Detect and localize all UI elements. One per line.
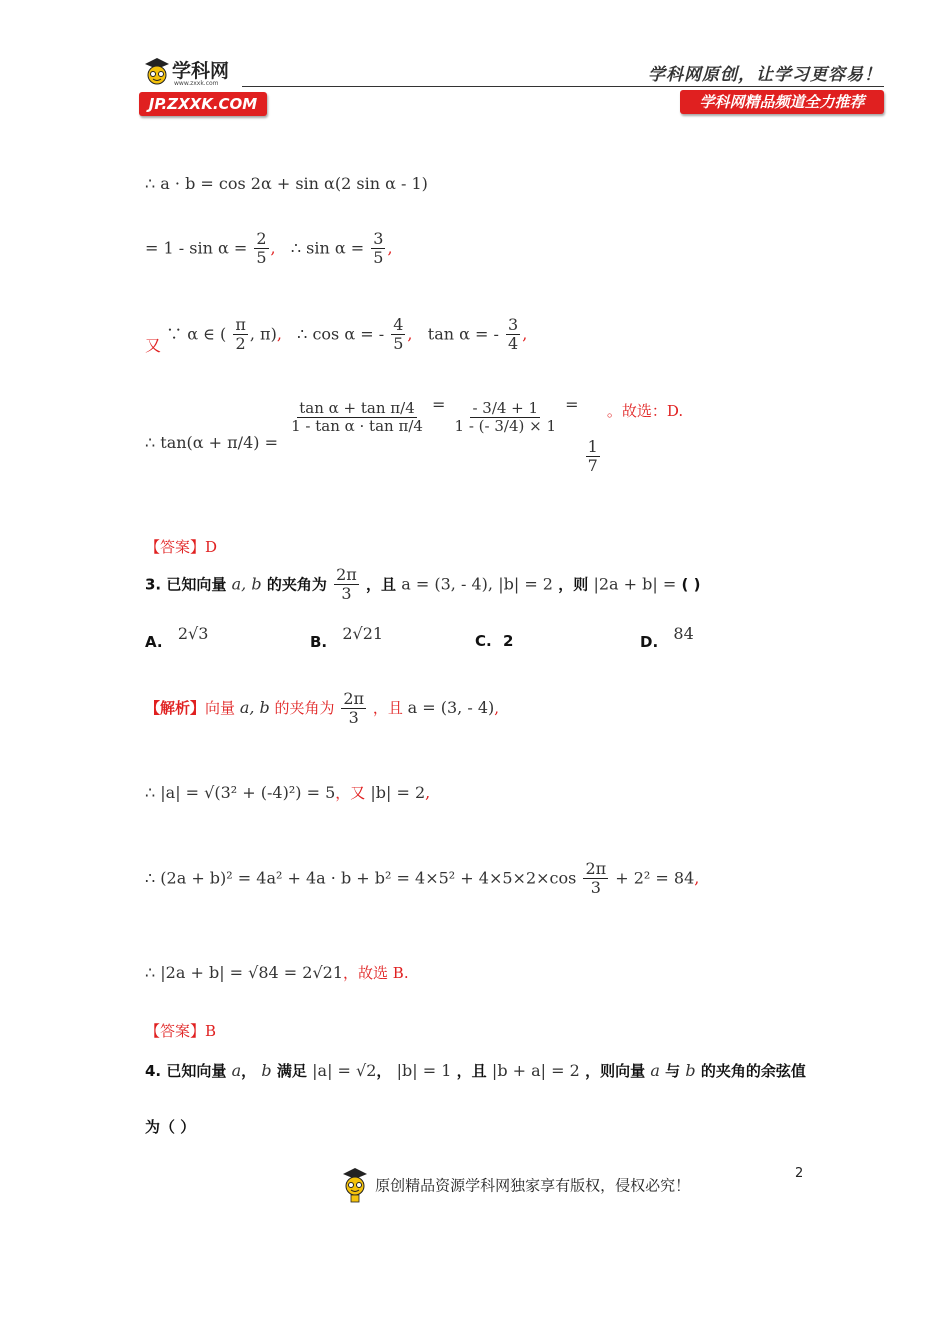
slogan: 学科网原创，让学习更容易！ <box>648 65 882 85</box>
option-c[interactable]: C. 2 <box>475 632 514 650</box>
option-b[interactable]: B. 2√21 <box>310 624 384 651</box>
sol2-line4: ∴ tan(α + π/4) = $\frac{\text{tan α + tan π/4}}{\text{1 - tan α · tan π/4}}$ = $\frac{- 3/4 + 1}{1 - (- 3/4) \times 1}$ = $\frac{1}{7}$ 。故选：D. <box>145 395 684 476</box>
sol2-line3: 又 ∵ α ∈ ( $\frac{\pi}{2}$ , π), ∴ cos α = - $\frac{4}{5}$ , tan α = - $\frac{3}{4}$ , <box>145 315 528 356</box>
option-a[interactable]: A. 2√3 <box>145 624 209 651</box>
answer2: 【答案】D <box>145 538 218 556</box>
q4-line2: 为（ ） <box>145 1118 196 1136</box>
analysis3-line4: ∴ |2a + b| = √84 = 2√21，故选 B. <box>145 963 409 982</box>
logo-text: 学科网 <box>172 60 230 82</box>
answer3: 【答案】B <box>145 1022 217 1040</box>
q3-stem: 3. 已知向量 a, b 的夹角为 $\frac{2\pi}{3}$ ，且 a = (3, - 4), |b| = 2 ，则 |2a + b| = ( ) <box>145 565 701 604</box>
logo[interactable] <box>140 54 250 90</box>
analysis3-line1: 【解析】向量 a, b 的夹角为 $\frac{2\pi}{3}$ ，且 a = (3, - 4), <box>145 689 500 728</box>
analysis3-line3: ∴ (2a + b)² = 4a² + 4a · b + b² = 4×5² + 4×5×2×cos $\frac{2\pi}{3}$ + 2² = 84, <box>145 859 700 898</box>
header-rule <box>242 86 884 87</box>
q4-stem: 4. 已知向量 a， b 满足 |a| = √2， |b| = 1 ，且 |b + a| = 2 ，则向量 a 与 b 的夹角的余弦值 <box>145 1061 806 1080</box>
option-d[interactable]: D. 84 <box>640 624 694 651</box>
footer-notice: 原创精品资源学科网独家享有版权，侵权必究！ <box>340 1166 690 1204</box>
sol2-line1: ∴ a · b = cos 2α + sin α(2 sin α - 1) <box>145 174 428 193</box>
channel-badge[interactable]: 学科网精品频道全力推荐 <box>680 90 884 114</box>
page-number: 2 <box>795 1166 804 1181</box>
mascot-icon <box>340 1166 370 1204</box>
site-badge[interactable]: JP.ZXXK.COM <box>139 92 267 116</box>
mascot-icon <box>142 56 172 88</box>
analysis3-line2: ∴ |a| = √(3² + (-4)²) = 5，又 |b| = 2, <box>145 783 431 802</box>
sol2-line2: = 1 - sin α = $\frac{2}{5}$ , ∴ sin α = $\frac{3}{5}$ , <box>145 229 393 268</box>
logo-url: www.zxxk.com <box>174 80 219 87</box>
